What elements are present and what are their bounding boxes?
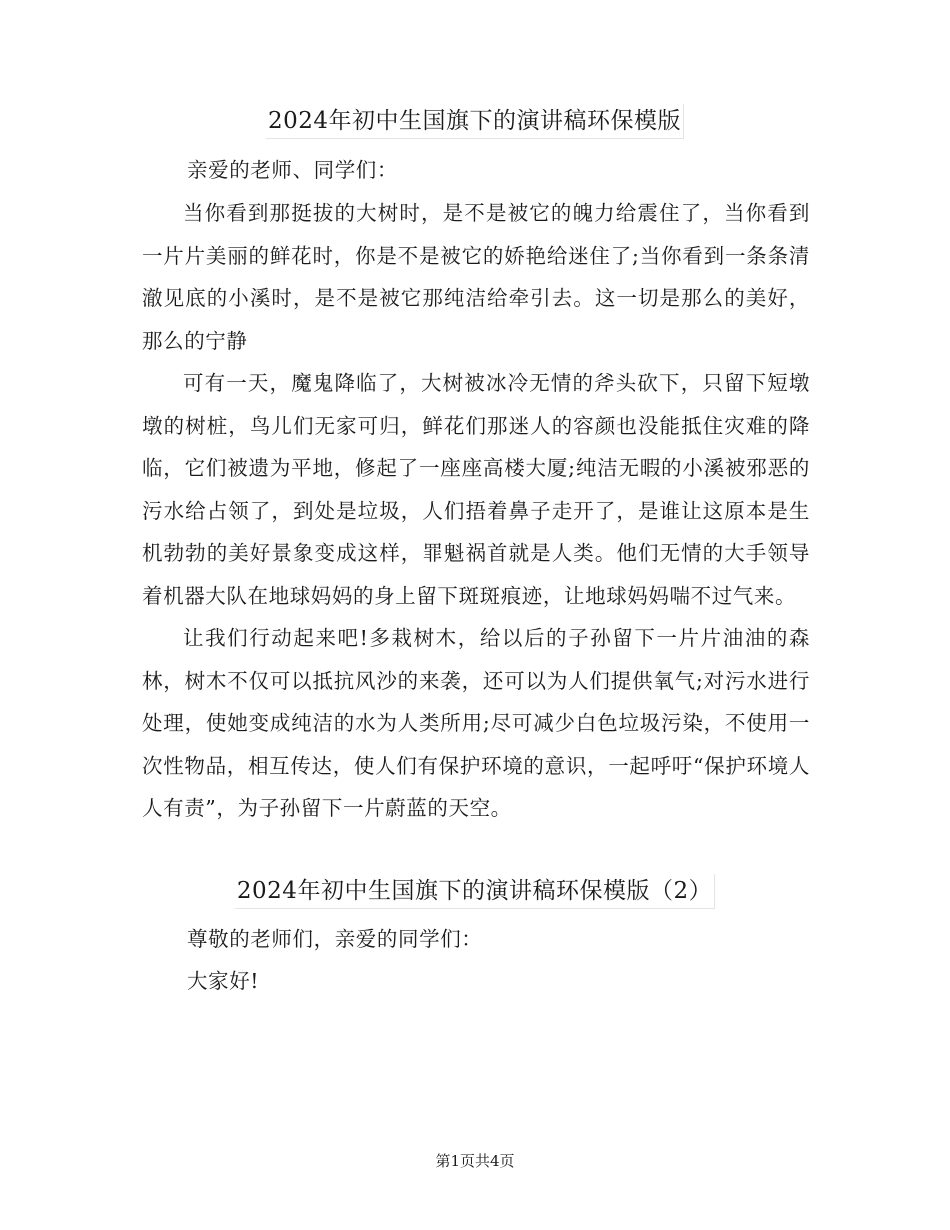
page-footer: 第1页共4页 xyxy=(435,1152,515,1170)
second-greeting: 大家好! xyxy=(187,969,260,993)
paragraph-1: 当你看到那挺拔的大树时，是不是被它的魄力给震住了，当你看到一片片美丽的鲜花时，你是不是被它的娇艳给迷住了;当你看到一条条清澈见底的小溪时，是不是被它那纯洁给牵引去。这一切是那么的美好，那么的宁静 xyxy=(142,201,810,353)
second-speech-title-text: 2024年初中生国旗下的演讲稿环保模版（2） xyxy=(235,874,715,909)
document-title-text: 2024年初中生国旗下的演讲稿环保模版 xyxy=(266,104,684,139)
salutation: 亲爱的老师、同学们： xyxy=(187,158,398,182)
speech-body xyxy=(142,192,810,830)
second-speech-title xyxy=(0,874,950,909)
paragraph-2: 可有一天，魔鬼降临了，大树被冰冷无情的斧头砍下，只留下短墩墩的树桩，鸟儿们无家可归，鲜花们那迷人的容颜也没能抵住灾难的降临，它们被遗为平地，修起了一座座高楼大厦;纯洁无暇的小溪被邪恶的污水给占领了，到处是垃圾，人们捂着鼻子走开了，是谁让这原本是生机勃勃的美好景象变成这样，罪魁祸首就是人类。他们无情的大手领导着机器大队在地球妈妈的身上留下斑斑痕迹，让地球妈妈喘不过气来。 xyxy=(142,371,810,608)
document-title xyxy=(0,104,950,139)
second-salutation: 尊敬的老师们，亲爱的同学们： xyxy=(187,927,483,951)
paragraph-3: 让我们行动起来吧!多栽树木，给以后的子孙留下一片片油油的森林，树木不仅可以抵抗风沙的来袭，还可以为人们提供氧气;对污水进行处理，使她变成纯洁的水为人类所用;尽可减少白色垃圾污染，不使用一次性物品，相互传达，使人们有保护环境的意识，一起呼吁“保护环境人人有责”，为子孙留下一片蔚蓝的天空。 xyxy=(142,626,810,820)
